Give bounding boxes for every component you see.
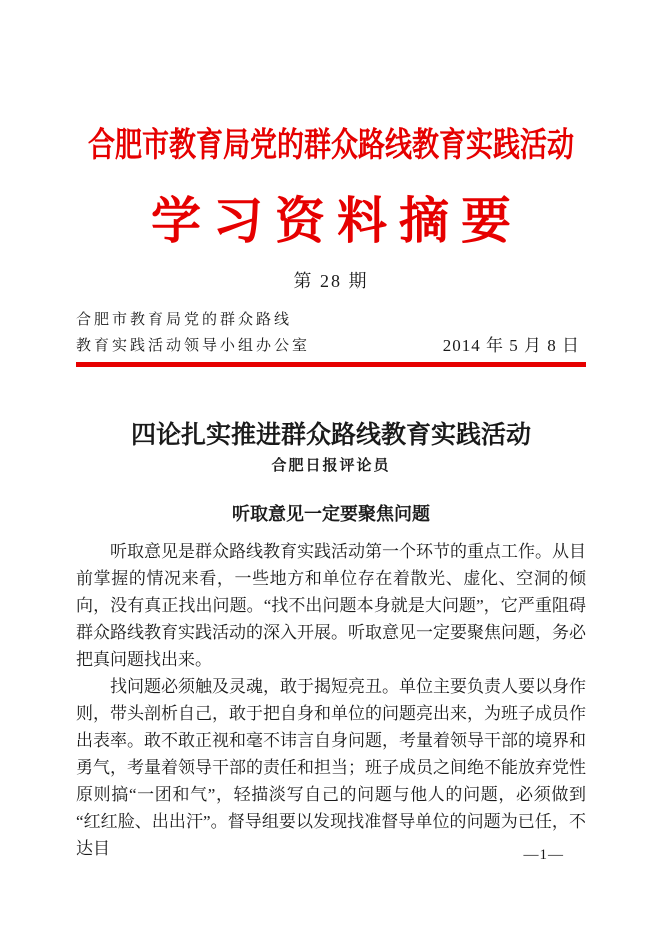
masthead-script-title: 学习资料摘要 (151, 193, 523, 249)
paragraph-1: 听取意见是群众路线教育实践活动第一个环节的重点工作。从目前掌握的情况来看，一些地方和单位存在着散光、虚化、空洞的倾向，没有真正找出问题。“找不出问题本身就是大问题”，它严重阻碍群众路线教育实践活动的深入开展。听取意见一定要聚焦问题，务必把真问题找出来。 (76, 542, 586, 669)
issuing-office-line1: 合肥市教育局党的群众路线 (76, 312, 293, 328)
article (76, 420, 586, 862)
article-title: 四论扎实推进群众路线教育实践活动 (130, 421, 531, 449)
header-row (76, 307, 586, 359)
page-number: —1— (523, 847, 564, 863)
issue-number: 第 28 期 (293, 271, 369, 291)
paragraph-2: 找问题必须触及灵魂，敢于揭短亮丑。单位主要负责人要以身作则，带头剖析自己，敢于把自身和单位的问题亮出来，为班子成员作出表率。敢不敢正视和毫不讳言自身问题，考量着领导干部的境界和勇气，考量着领导干部的责任和担当；班子成员之间绝不能放弃党性原则搞“一团和气”，轻描淡写自己的问题与他人的问题，必须做到“红红脸、出出汗”。督导组要以发现找准督导单位的问题为已任，不达目 (76, 677, 586, 858)
header-divider-rule (76, 362, 586, 367)
section-heading: 听取意见一定要聚焦问题 (232, 504, 430, 524)
issuing-office (76, 307, 310, 359)
issuing-office-line2: 教育实践活动领导小组办公室 (76, 338, 311, 354)
masthead-title: 合肥市教育局党的群众路线教育实践活动 (88, 125, 574, 164)
article-byline: 合肥日报评论员 (271, 458, 391, 474)
issue-date: 2014 年 5 月 8 日 (442, 336, 580, 355)
